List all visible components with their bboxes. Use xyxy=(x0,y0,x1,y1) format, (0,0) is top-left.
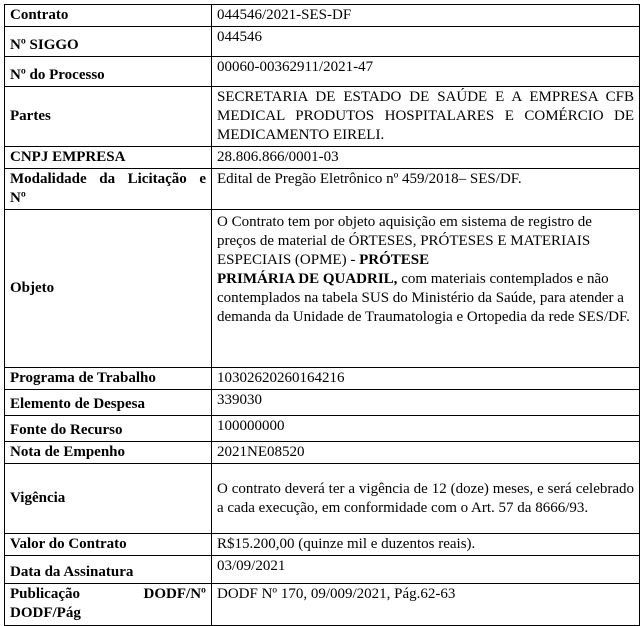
value-elemento: 339030 xyxy=(212,390,640,416)
label-objeto: Objeto xyxy=(5,210,212,368)
objeto-bold-protese: PRÓTESE xyxy=(359,252,430,268)
row-modalidade xyxy=(5,169,640,210)
objeto-bold-quadril: PRIMÁRIA DE QUADRIL, xyxy=(217,271,398,287)
label-publicacao-a: Publicação xyxy=(10,586,80,602)
row-publicacao xyxy=(5,584,640,626)
label-empenho: Nota de Empenho xyxy=(5,442,212,464)
label-valor: Valor do Contrato xyxy=(5,534,212,556)
label-cnpj: CNPJ EMPRESA xyxy=(5,147,212,169)
label-siggo: Nº SIGGO xyxy=(5,27,212,57)
label-processo: Nº do Processo xyxy=(5,57,212,87)
value-siggo: 044546 xyxy=(212,27,640,57)
value-programa: 10302620260164216 xyxy=(212,368,640,390)
label-programa: Programa de Trabalho xyxy=(5,368,212,390)
label-modalidade-line2: Nº xyxy=(10,190,26,206)
row-processo xyxy=(5,57,640,87)
label-publicacao-line1 xyxy=(10,585,206,604)
row-siggo xyxy=(5,27,640,57)
label-data: Data da Assinatura xyxy=(5,556,212,584)
row-empenho xyxy=(5,442,640,464)
label-contrato: Contrato xyxy=(5,5,212,27)
value-modalidade: Edital de Pregão Eletrônico nº 459/2018– SES/DF. xyxy=(212,169,640,210)
row-objeto xyxy=(5,210,640,368)
label-publicacao xyxy=(5,584,212,626)
value-processo: 00060-00362911/2021-47 xyxy=(212,57,640,87)
value-contrato: 044546/2021-SES-DF xyxy=(212,5,640,27)
contract-summary-table xyxy=(4,4,640,626)
value-data: 03/09/2021 xyxy=(212,556,640,584)
value-fonte: 100000000 xyxy=(212,416,640,442)
row-elemento xyxy=(5,390,640,416)
label-elemento: Elemento de Despesa xyxy=(5,390,212,416)
row-programa xyxy=(5,368,640,390)
label-partes: Partes xyxy=(5,87,212,147)
value-cnpj: 28.806.866/0001-03 xyxy=(212,147,640,169)
row-cnpj xyxy=(5,147,640,169)
value-empenho: 2021NE08520 xyxy=(212,442,640,464)
objeto-text-part2: com materiais contemplados e não contemplados na tabela SUS do Ministério da Saúde, para atender a demanda da Unidade de Traumatologia e Ortopedia da rede SES/DF. xyxy=(217,271,630,325)
row-vigencia xyxy=(5,464,640,534)
label-publicacao-b: DODF/Nº xyxy=(143,586,206,602)
label-modalidade xyxy=(5,169,212,210)
row-contrato xyxy=(5,5,640,27)
value-publicacao: DODF Nº 170, 09/009/2021, Pág.62-63 xyxy=(212,584,640,626)
row-fonte xyxy=(5,416,640,442)
label-modalidade-line1: Modalidade da Licitação e xyxy=(10,171,206,187)
row-valor xyxy=(5,534,640,556)
label-publicacao-line2: DODF/Pág xyxy=(10,605,81,621)
row-data xyxy=(5,556,640,584)
row-partes xyxy=(5,87,640,147)
value-objeto xyxy=(212,210,640,368)
label-vigencia: Vigência xyxy=(5,464,212,534)
objeto-text-part1: O Contrato tem por objeto aquisição em sistema de registro de preços de material de ÓRTESES, PRÓTESES E MATERIAIS ESPECIAIS (OPME) - xyxy=(217,214,592,268)
value-partes: SECRETARIA DE ESTADO DE SAÚDE E A EMPRESA CFB MEDICAL PRODUTOS HOSPITALARES E COMÉRCIO DE MEDICAMENTO EIRELI. xyxy=(212,87,640,147)
label-fonte: Fonte do Recurso xyxy=(5,416,212,442)
value-vigencia: O contrato deverá ter a vigência de 12 (doze) meses, e será celebrado a cada execução, em conformidade com o Art. 57 da 8666/93. xyxy=(212,464,640,534)
value-valor: R$15.200,00 (quinze mil e duzentos reais). xyxy=(212,534,640,556)
